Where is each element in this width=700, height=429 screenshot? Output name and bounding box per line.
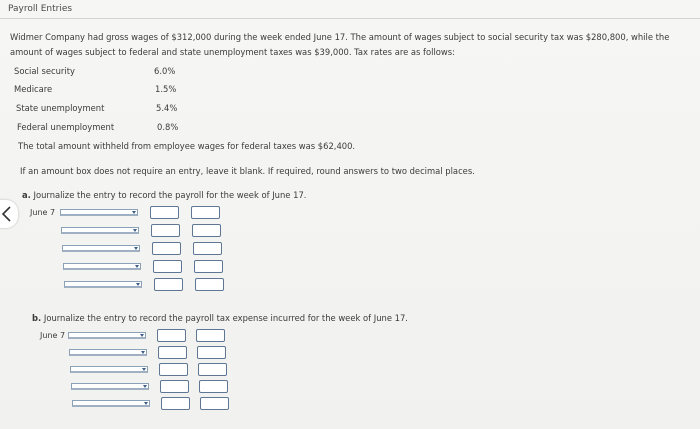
chevron-down-icon [135,265,139,268]
federal-withholding-text: The total amount withheld from employee wages for federal taxes was $62,400. [18,141,356,151]
chevron-down-icon [132,211,136,214]
part-b-credit-3[interactable] [198,363,227,376]
part-b-debit-2[interactable] [158,346,187,359]
part-a-account-select-3[interactable] [62,245,140,252]
part-b-credit-4[interactable] [199,380,228,393]
part-a-credit-4[interactable] [194,260,223,273]
part-a-letter: a. [22,190,31,200]
rate-label-medicare: Medicare [14,84,53,94]
problem-intro: Widmer Company had gross wages of $312,000 during the week ended June 17. The amount of wages subject to social security tax was $280,800, while the amount of wages subject to federal and state unemployment taxes was $39,000. Tax rates are as follows: [10,32,670,57]
rate-value-federal-unemployment: 0.8% [157,122,179,132]
part-a-debit-1[interactable] [150,206,179,219]
part-b-credit-2[interactable] [197,346,226,359]
rate-label-federal-unemployment: Federal unemployment [17,122,115,132]
part-a-account-select-5[interactable] [64,281,142,288]
part-b-date: June 7 [40,331,66,340]
rate-value-social-security: 6.0% [154,66,176,76]
chevron-down-icon [140,334,144,337]
part-a-account-select-4[interactable] [63,263,141,270]
part-b-debit-1[interactable] [157,329,186,342]
rate-value-state-unemployment: 5.4% [156,103,178,113]
part-b-credit-1[interactable] [196,329,225,342]
part-b-text: Journalize the entry to record the payroll tax expense incurred for the week of June 17. [43,313,408,323]
title-divider [0,18,700,19]
part-a-debit-4[interactable] [153,260,182,273]
part-b-account-select-3[interactable] [70,366,148,373]
chevron-down-icon [144,402,148,405]
part-a-label [22,190,306,200]
part-a-date: June 7 [30,208,56,217]
part-a-text: Journalize the entry to record the payroll for the week of June 17. [33,190,307,200]
part-b-debit-5[interactable] [161,397,190,410]
rate-label-state-unemployment: State unemployment [16,103,105,113]
chevron-down-icon [134,247,138,250]
chevron-down-icon [143,385,147,388]
part-a-credit-1[interactable] [191,206,220,219]
rate-value-medicare: 1.5% [155,84,177,94]
part-a-debit-3[interactable] [152,242,181,255]
chevron-down-icon [133,229,137,232]
back-button[interactable] [0,200,18,228]
part-b-label [32,313,408,323]
rate-label-social-security: Social security [14,66,75,76]
part-b-letter: b. [32,313,42,323]
part-b-debit-4[interactable] [160,380,189,393]
part-b-account-select-5[interactable] [72,400,150,407]
part-a-account-select-1[interactable] [60,209,138,216]
part-a-credit-3[interactable] [193,242,222,255]
part-a-credit-5[interactable] [195,278,224,291]
part-b-account-select-4[interactable] [71,383,149,390]
chevron-down-icon [136,283,140,286]
part-b-debit-3[interactable] [159,363,188,376]
rounding-instruction: If an amount box does not require an entry, leave it blank. If required, round answers to two decimal places. [20,166,475,176]
chevron-down-icon [141,351,145,354]
part-b-account-select-2[interactable] [69,349,147,356]
part-a-credit-2[interactable] [192,224,221,237]
chevron-down-icon [142,368,146,371]
part-a-debit-2[interactable] [151,224,180,237]
part-a-debit-5[interactable] [154,278,183,291]
part-b-credit-5[interactable] [200,397,229,410]
page-title: Payroll Entries [8,4,73,14]
part-a-account-select-2[interactable] [61,227,139,234]
part-b-account-select-1[interactable] [68,332,146,339]
